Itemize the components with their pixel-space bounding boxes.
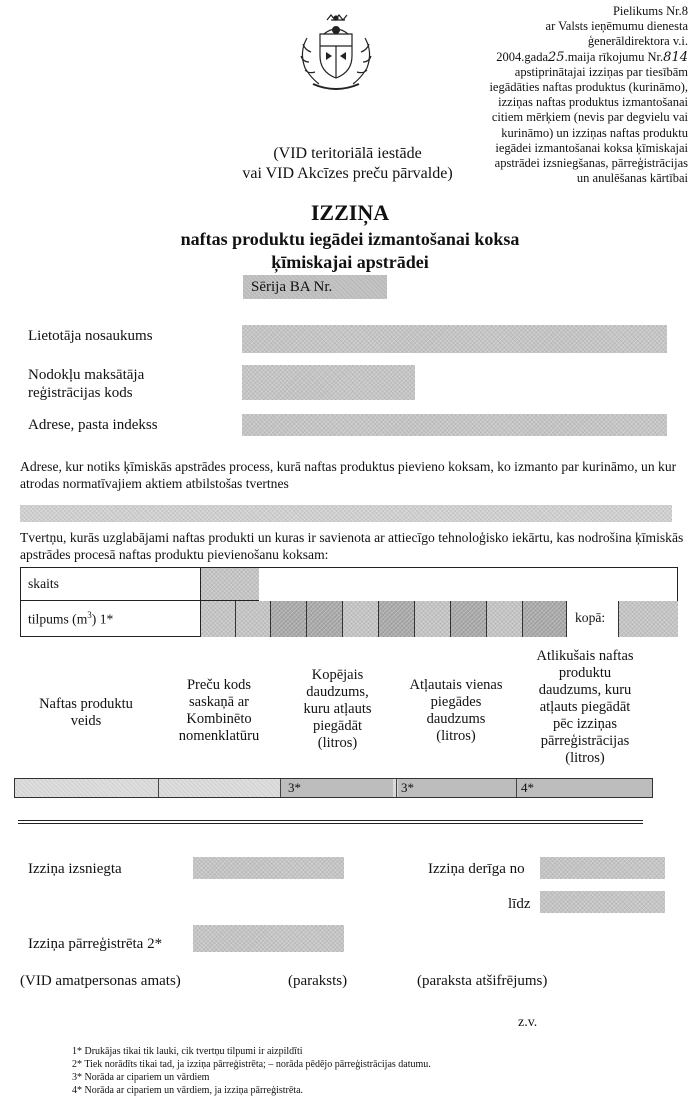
row-mark: 3* bbox=[288, 780, 301, 795]
annex-line: ģenerāldirektora v.i. bbox=[587, 34, 688, 49]
tank-count-label: skaits bbox=[28, 576, 59, 591]
official-position-caption: (VID amatpersonas amats) bbox=[20, 973, 181, 989]
header-line: Atļautais vienas bbox=[409, 677, 503, 693]
tank-volume-cell[interactable] bbox=[486, 601, 523, 637]
reregistered-date-field[interactable] bbox=[193, 925, 344, 952]
signature-decoding-caption: (paraksta atšifrējums) bbox=[417, 973, 548, 989]
document-subtitle bbox=[0, 228, 700, 274]
subtitle-line: naftas produktu iegādei izmantošanai koksa bbox=[180, 229, 520, 249]
column-header-total-quantity bbox=[280, 667, 395, 752]
header-line: (litros) bbox=[565, 750, 605, 766]
tank-volume-cell[interactable] bbox=[414, 601, 451, 637]
valid-until-label: līdz bbox=[508, 896, 531, 912]
column-divider bbox=[516, 779, 517, 797]
order-day: 25 bbox=[548, 49, 565, 65]
signature-caption: (paraksts) bbox=[288, 973, 348, 989]
header-line: veids bbox=[70, 713, 102, 729]
process-address-field[interactable] bbox=[20, 505, 672, 522]
annex-order-line bbox=[438, 50, 688, 65]
annex-line: apstrādei izsniegšanas, pārreģistrācijas bbox=[494, 156, 688, 171]
header-line: kuru atļauts bbox=[303, 701, 372, 717]
footnote: 1* Drukājas tikai tik lauki, cik tvertņu tilpumi ir aizpildīti bbox=[72, 1046, 303, 1057]
footnote: 3* Norāda ar cipariem un vārdiem bbox=[72, 1072, 210, 1083]
institution-line: vai VID Akcīzes preču pārvalde) bbox=[242, 165, 453, 182]
single-delivery-cell[interactable] bbox=[398, 779, 516, 797]
tank-volume-cell[interactable] bbox=[270, 601, 307, 637]
tank-volume-cell[interactable] bbox=[450, 601, 487, 637]
annex-line: un anulēšanas kārtībai bbox=[576, 171, 688, 186]
subtitle-line: ķīmiskajai apstrādei bbox=[271, 252, 429, 272]
header-line: daudzums bbox=[426, 711, 486, 727]
header-line: Atlikušais naftas bbox=[536, 648, 634, 664]
institution-name bbox=[225, 144, 470, 184]
header-line: piegādes bbox=[430, 694, 482, 710]
issued-date-field[interactable] bbox=[193, 857, 344, 879]
header-line: Kombinēto bbox=[186, 711, 252, 727]
address-label: Adrese, pasta indekss bbox=[28, 417, 158, 433]
header-line: Kopējais bbox=[311, 667, 364, 683]
annex-line: citiem mērķiem (nevis par degvielu vai bbox=[491, 110, 688, 125]
document-title: IZZIŅA bbox=[310, 200, 390, 225]
tank-table bbox=[20, 567, 678, 637]
institution-line: (VID teritoriālā iestāde bbox=[273, 145, 422, 162]
reregistered-label: Izziņa pārreģistrēta 2* bbox=[28, 936, 163, 952]
column-header-remaining-quantity bbox=[515, 648, 655, 767]
tax-code-label-line: Nodokļu maksātāja bbox=[28, 367, 145, 383]
header-line: daudzums, bbox=[306, 684, 369, 700]
tank-volume-cell[interactable] bbox=[342, 601, 379, 637]
annex-line: ar Valsts ieņēmumu dienesta bbox=[545, 19, 688, 34]
tank-volume-row bbox=[21, 601, 677, 638]
header-line: pārreģistrācijas bbox=[540, 733, 630, 749]
process-address-text: Adrese, kur notiks ķīmiskās apstrādes process, kurā naftas produktus pievieno koksam, ko izmanto par kurināmo, un kur atrodas normatīvajiem aktiem atbilstošas tvertnes bbox=[20, 459, 677, 491]
address-field[interactable] bbox=[242, 414, 667, 436]
coat-of-arms-emblem bbox=[293, 12, 379, 96]
volume-label-suffix: ) 1* bbox=[91, 611, 114, 627]
stamp-place: z.v. bbox=[518, 1015, 538, 1030]
annex-line: Pielikums Nr.8 bbox=[612, 4, 688, 18]
valid-until-field[interactable] bbox=[540, 891, 665, 913]
column-divider bbox=[396, 779, 397, 797]
footnote: 4* Norāda ar cipariem un vārdiem, ja izziņa pārreģistrēta. bbox=[72, 1085, 304, 1096]
tank-volume-cell[interactable] bbox=[306, 601, 343, 637]
order-year: 2004.gada bbox=[496, 49, 549, 64]
tax-code-label-line: reģistrācijas kods bbox=[28, 385, 133, 401]
annex-line: izziņas naftas produktus izmantošanai bbox=[498, 95, 688, 110]
column-divider bbox=[280, 779, 281, 797]
tank-volume-cell[interactable] bbox=[200, 601, 236, 637]
header-line: nomenklatūru bbox=[178, 728, 260, 744]
tank-total-field[interactable] bbox=[618, 601, 678, 637]
order-text: .maija rīkojumu Nr. bbox=[564, 49, 664, 64]
header-line: Preču kods bbox=[186, 677, 252, 693]
header-line: (litros) bbox=[436, 728, 476, 744]
header-line: piegādāt bbox=[312, 718, 363, 734]
tank-count-field[interactable] bbox=[200, 568, 259, 600]
row-mark: 4* bbox=[521, 780, 534, 795]
annex-line: iegādāties naftas produktus (kurināmo), bbox=[489, 80, 688, 95]
tax-code-field[interactable] bbox=[242, 365, 415, 400]
tax-code-label bbox=[28, 366, 144, 402]
tank-total-label-cell bbox=[566, 601, 618, 637]
tank-volume-cell[interactable] bbox=[522, 601, 567, 637]
annex-line: iegādei izmantošanai koksa ķīmiskajai bbox=[495, 140, 688, 155]
user-name-label: Lietotāja nosaukums bbox=[28, 328, 153, 344]
header-line: pēc izziņas bbox=[552, 716, 617, 732]
header-line: atļauts piegādāt bbox=[539, 699, 631, 715]
column-header-single-delivery bbox=[396, 677, 516, 745]
header-line: produktu bbox=[558, 665, 612, 681]
tank-volume-label bbox=[28, 610, 113, 628]
tanks-text: Tvertņu, kurās uzglabājami naftas produkti un kuras ir savienota ar attiecīgo tehnoloģisko iekārtu, kas nodrošina ķīmiskās apstrādes procesā naftas produktu pievienošanu koksam: bbox=[20, 530, 684, 562]
divider-line bbox=[18, 823, 643, 824]
issued-label: Izziņa izsniegta bbox=[28, 861, 122, 877]
annex-reference bbox=[438, 4, 688, 186]
header-line: daudzums, kuru bbox=[538, 682, 632, 698]
valid-from-field[interactable] bbox=[540, 857, 665, 879]
product-data-row[interactable] bbox=[14, 778, 653, 798]
divider-line bbox=[18, 820, 643, 821]
tank-volume-cell[interactable] bbox=[235, 601, 271, 637]
user-name-field[interactable] bbox=[242, 325, 667, 353]
column-divider bbox=[158, 779, 159, 797]
header-line: Naftas produktu bbox=[39, 696, 133, 712]
annex-line: kurināmo) un izziņas naftas produktu bbox=[501, 125, 688, 140]
column-header-product-type bbox=[15, 696, 157, 730]
header-line: saskaņā ar bbox=[189, 694, 249, 710]
annex-line: apstiprinātajai izziņas par tiesībām bbox=[514, 64, 688, 79]
order-number: 814 bbox=[663, 49, 688, 65]
valid-from-label: Izziņa derīga no bbox=[428, 861, 525, 877]
volume-label-text: tilpums (m bbox=[28, 611, 88, 627]
header-line: (litros) bbox=[317, 735, 358, 751]
footnote: 2* Tiek norādīts tikai tad, ja izziņa pārreģistrēta; – norāda pēdējo pārreģistrācijas datumu. bbox=[72, 1059, 431, 1070]
volume-label-sup: 3 bbox=[87, 610, 92, 620]
tank-total-label: kopā: bbox=[575, 610, 606, 625]
series-number-field[interactable]: Sērija BA Nr. bbox=[243, 275, 387, 299]
tank-count-row bbox=[21, 568, 259, 601]
tank-volume-cell[interactable] bbox=[378, 601, 415, 637]
remaining-quantity-cell[interactable] bbox=[516, 779, 652, 797]
row-mark: 3* bbox=[401, 780, 414, 795]
column-header-goods-code bbox=[160, 677, 278, 745]
